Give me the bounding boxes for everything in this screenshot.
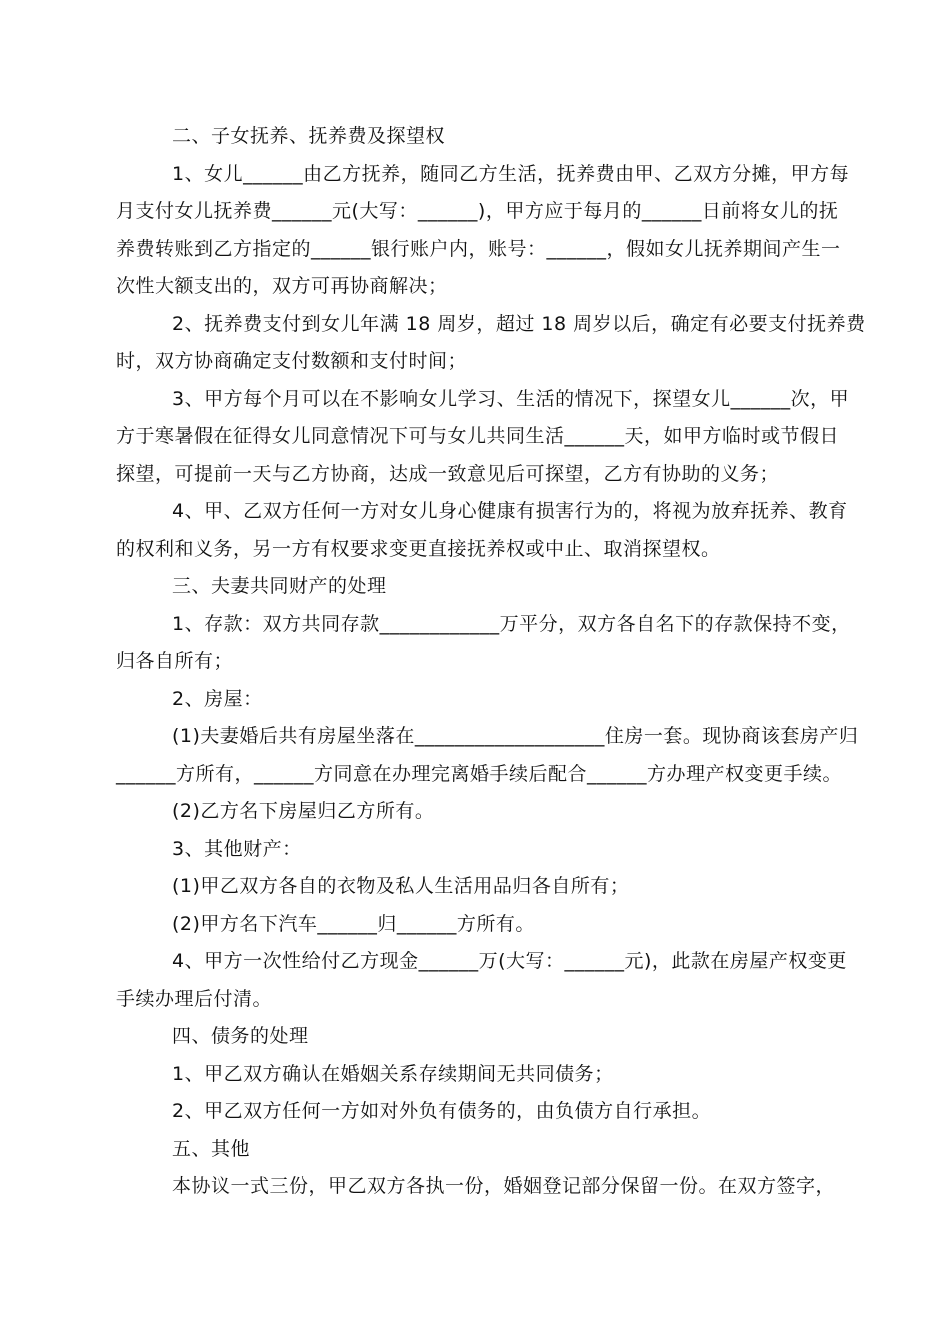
document-body — [116, 118, 866, 1206]
paragraph-line: 1、甲乙双方确认在婚姻关系存续期间无共同债务； — [172, 1062, 614, 1085]
paragraph-line: 的权利和义务，另一方有权要求变更直接抚养权或中止、取消探望权。 — [116, 537, 721, 560]
paragraph-line: (2)乙方名下房屋归乙方所有。 — [172, 800, 435, 822]
paragraph-line: 月支付女儿抚养费______元(大写：______)，甲方应于每月的______日前将女儿的抚 — [116, 200, 839, 222]
paragraph-line: (2)甲方名下汽车______归______方所有。 — [172, 912, 535, 935]
paragraph-line: 2、甲乙双方任何一方如对外负有债务的，由负债方自行承担。 — [172, 1100, 712, 1122]
paragraph-line: 次性大额支出的，双方可再协商解决； — [116, 275, 448, 297]
paragraph-line: 归各自所有； — [116, 650, 234, 672]
section-heading-debts: 四、债务的处理 — [172, 1025, 309, 1047]
paragraph-line: 本协议一式三份，甲乙双方各执一份，婚姻登记部分保留一份。在双方签字， — [172, 1175, 836, 1197]
paragraph-line: 4、甲、乙双方任何一方对女儿身心健康有损害行为的，将视为放弃抚养、教育 — [172, 500, 848, 522]
paragraph-line: 2、房屋： — [172, 687, 263, 710]
paragraph-line: 1、女儿______由乙方抚养，随同乙方生活，抚养费由甲、乙双方分摊，甲方每 — [172, 162, 850, 185]
paragraph-line: 4、甲方一次性给付乙方现金______万(大写：______元)，此款在房屋产权变更 — [172, 950, 847, 972]
paragraph-line: (1)甲乙双方各自的衣物及私人生活用品归各自所有； — [172, 875, 630, 897]
paragraph-line: 时，双方协商确定支付数额和支付时间； — [116, 350, 468, 372]
paragraph-line: 方于寒暑假在征得女儿同意情况下可与女儿共同生活______天，如甲方临时或节假日 — [116, 425, 840, 447]
paragraph-line: 2、抚养费支付到女儿年满 18 周岁，超过 18 周岁以后，确定有必要支付抚养费 — [172, 312, 866, 335]
section-heading-other: 五、其他 — [172, 1137, 251, 1160]
paragraph-line: 3、甲方每个月可以在不影响女儿学习、生活的情况下，探望女儿______次，甲 — [172, 387, 850, 410]
section-heading-child-custody: 二、子女抚养、抚养费及探望权 — [172, 125, 446, 147]
paragraph-line: ______方所有，______方同意在办理完离婚手续后配合______方办理产权变更手续。 — [116, 762, 843, 785]
paragraph-line: 3、其他财产： — [172, 837, 302, 860]
paragraph-line: (1)夫妻婚后共有房屋坐落在___________________住房一套。现协商该套房产归 — [172, 725, 859, 747]
paragraph-line: 1、存款：双方共同存款____________万平分，双方各自名下的存款保持不变， — [172, 612, 851, 635]
paragraph-line: 手续办理后付清。 — [116, 987, 273, 1010]
section-heading-joint-property: 三、夫妻共同财产的处理 — [172, 575, 387, 597]
paragraph-line: 探望，可提前一天与乙方协商，达成一致意见后可探望，乙方有协助的义务； — [116, 462, 780, 485]
paragraph-line: 养费转账到乙方指定的______银行账户内，账号：______，假如女儿抚养期间产生一 — [116, 237, 841, 260]
